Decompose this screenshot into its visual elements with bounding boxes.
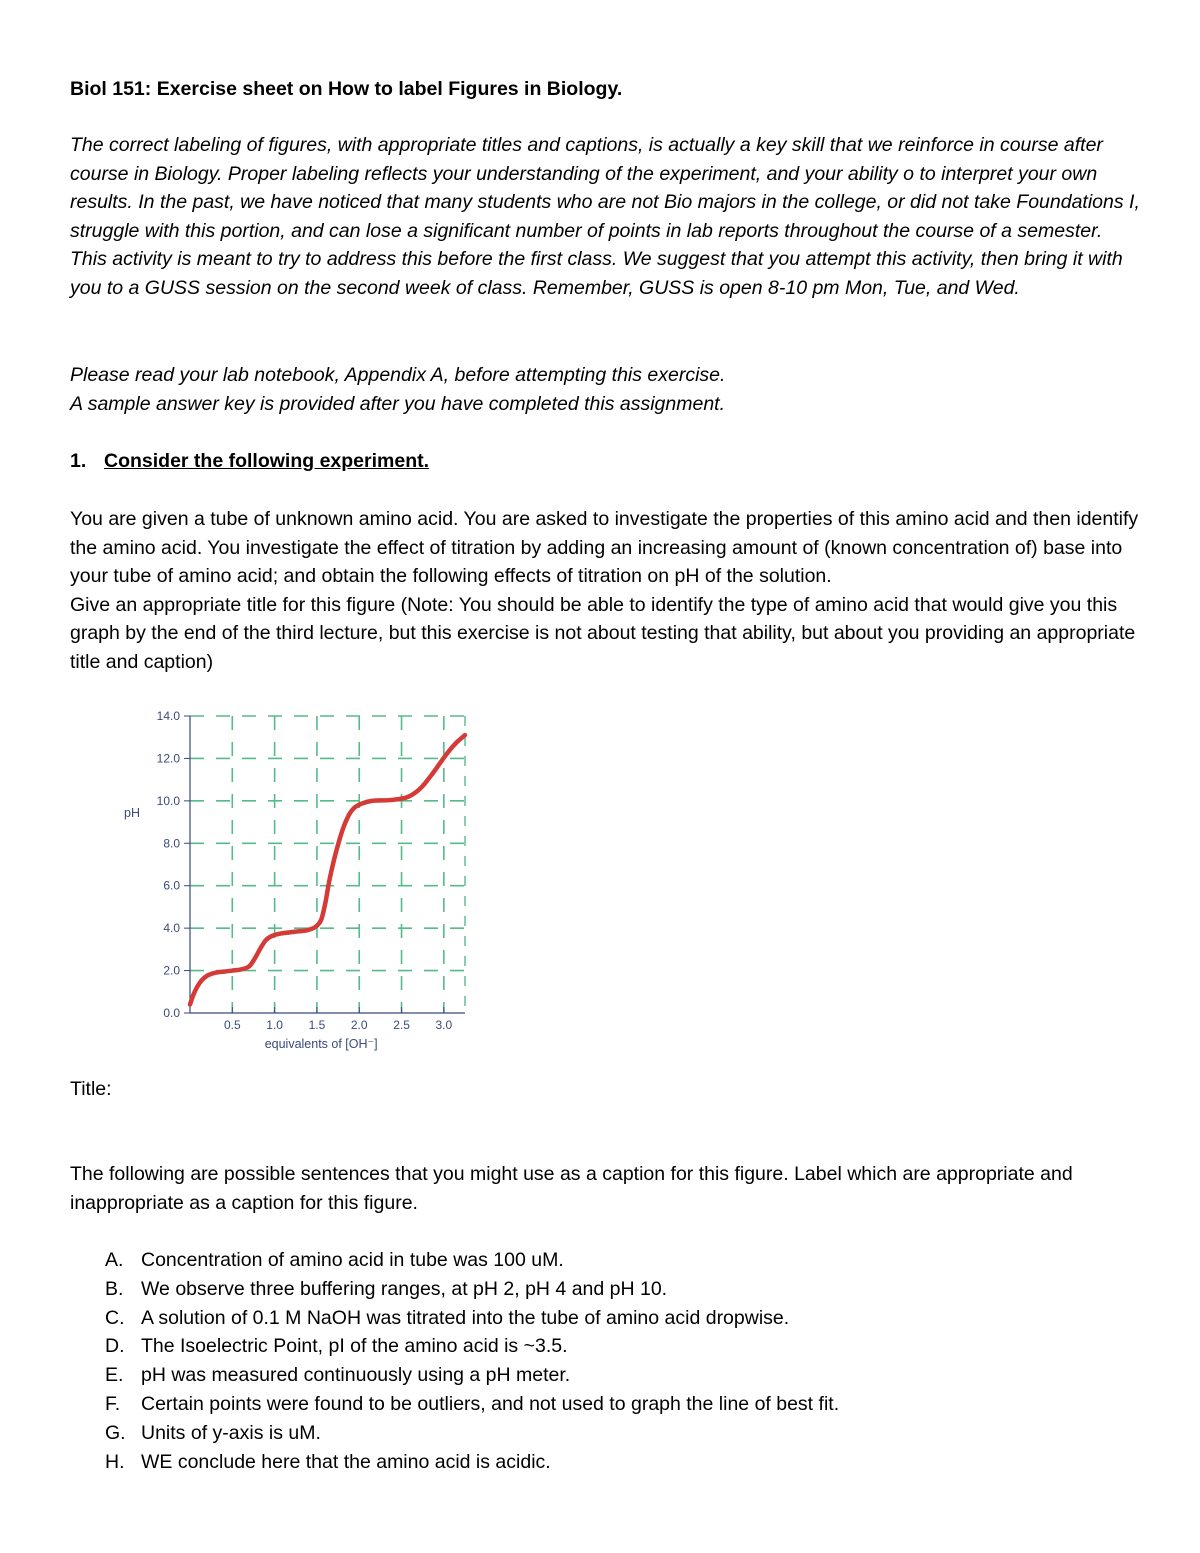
y-tick-label: 0.0 [163, 1006, 180, 1020]
option-letter: A. [105, 1249, 124, 1271]
x-tick-label: 1.5 [308, 1018, 326, 1032]
y-tick-label: 2.0 [163, 963, 180, 978]
caption-intro: The following are possible sentences that you might use as a caption for this figure. Label which are appropriate and inappropriate as a caption for this figure. [70, 1163, 1073, 1214]
note-line-1: Please read your lab notebook, Appendix A, before attempting this exercise. [70, 364, 726, 386]
caption-option [105, 1390, 1165, 1419]
page-title: Biol 151: Exercise sheet on How to label Figures in Biology. [70, 78, 623, 100]
option-letter: H. [105, 1450, 125, 1473]
y-tick-label: 8.0 [163, 836, 180, 851]
titration-chart [110, 700, 490, 1060]
option-text: The Isoelectric Point, pI of the amino acid is ~3.5. [141, 1335, 568, 1358]
caption-option [105, 1304, 1165, 1333]
caption-option [105, 1332, 1165, 1361]
caption-option [105, 1419, 1165, 1448]
caption-option [105, 1448, 1165, 1477]
option-text: Concentration of amino acid in tube was 100 uM. [141, 1249, 564, 1271]
option-letter: D. [105, 1335, 125, 1358]
grid-layer [190, 716, 465, 1013]
y-tick-label: 6.0 [163, 878, 180, 893]
x-tick-label: 3.0 [435, 1018, 453, 1032]
question-number: 1. [70, 450, 87, 472]
x-tick-label: 2.0 [350, 1018, 368, 1032]
option-text: pH was measured continuously using a pH meter. [141, 1364, 571, 1387]
experiment-text: You are given a tube of unknown amino acid. You are asked to investigate the properties of this amino acid and then identify the amino acid. You investigate the effect of titration by adding an increasing amount of (known concentration of) base into your tube of amino acid; and obtain the following effects of titration on pH of the solution. [70, 508, 1139, 588]
titration-curve [190, 735, 465, 1004]
y-tick-label: 4.0 [163, 921, 180, 936]
option-letter: B. [105, 1277, 124, 1300]
axes-layer [184, 716, 465, 1013]
x-tick-label: 0.5 [223, 1018, 241, 1032]
option-letter: E. [105, 1364, 124, 1387]
caption-option [105, 1246, 1165, 1275]
option-text: A solution of 0.1 M NaOH was titrated into the tube of amino acid dropwise. [141, 1306, 790, 1329]
option-letter: G. [105, 1421, 126, 1444]
caption-options-list [105, 1246, 1165, 1476]
y-axis-label: pH [124, 805, 140, 820]
y-tick-label: 10.0 [156, 793, 180, 808]
x-axis-label: equivalents of [OH⁻] [264, 1037, 378, 1051]
x-tick-label: 1.0 [266, 1018, 283, 1032]
option-letter: C. [105, 1306, 125, 1329]
option-text: Certain points were found to be outliers, and not used to graph the line of best fit. [141, 1392, 840, 1415]
note-line-2: A sample answer key is provided after you have completed this assignment. [70, 392, 726, 415]
option-text: Units of y-axis is uM. [141, 1421, 321, 1444]
x-tick-label: 2.5 [393, 1018, 410, 1032]
question-heading [70, 447, 1140, 476]
y-tick-label: 14.0 [156, 709, 180, 723]
series-layer [190, 735, 465, 1004]
label-layer [124, 709, 453, 1051]
intro-paragraph: The correct labeling of figures, with appropriate titles and captions, is actually a key skill that we reinforce in course after course in Biology. Proper labeling reflects your understanding of the experiment, and your ability o to interpret your own results. In the past, we have noticed that many students who are not Bio majors in the college, or did not take Foundations I, struggle with this portion, and can lose a significant number of points in lab reports throughout the course of a semester. This activity is meant to try to address this before the first class. We suggest that you attempt this activity, then bring it with you to a GUSS session on the second week of class. Remember, GUSS is open 8-10 pm Mon, Tue, and Wed. [70, 134, 1140, 299]
title-label: Title: [70, 1078, 112, 1100]
y-tick-label: 12.0 [156, 751, 180, 766]
experiment-description [70, 505, 1140, 677]
instructions-note [70, 361, 1140, 418]
caption-option [105, 1275, 1165, 1304]
option-text: WE conclude here that the amino acid is acidic. [141, 1450, 551, 1473]
option-letter: F. [105, 1392, 121, 1415]
experiment-instruction: Give an appropriate title for this figure (Note: You should be able to identify the type of amino acid that would give you this graph by the end of the third lecture, but this exercise is not about testing that ability, but about you providing an appropriate title and caption) [70, 593, 1136, 673]
caption-option [105, 1361, 1165, 1390]
option-text: We observe three buffering ranges, at pH 2, pH 4 and pH 10. [141, 1277, 668, 1300]
question-heading-text: Consider the following experiment. [104, 450, 430, 472]
